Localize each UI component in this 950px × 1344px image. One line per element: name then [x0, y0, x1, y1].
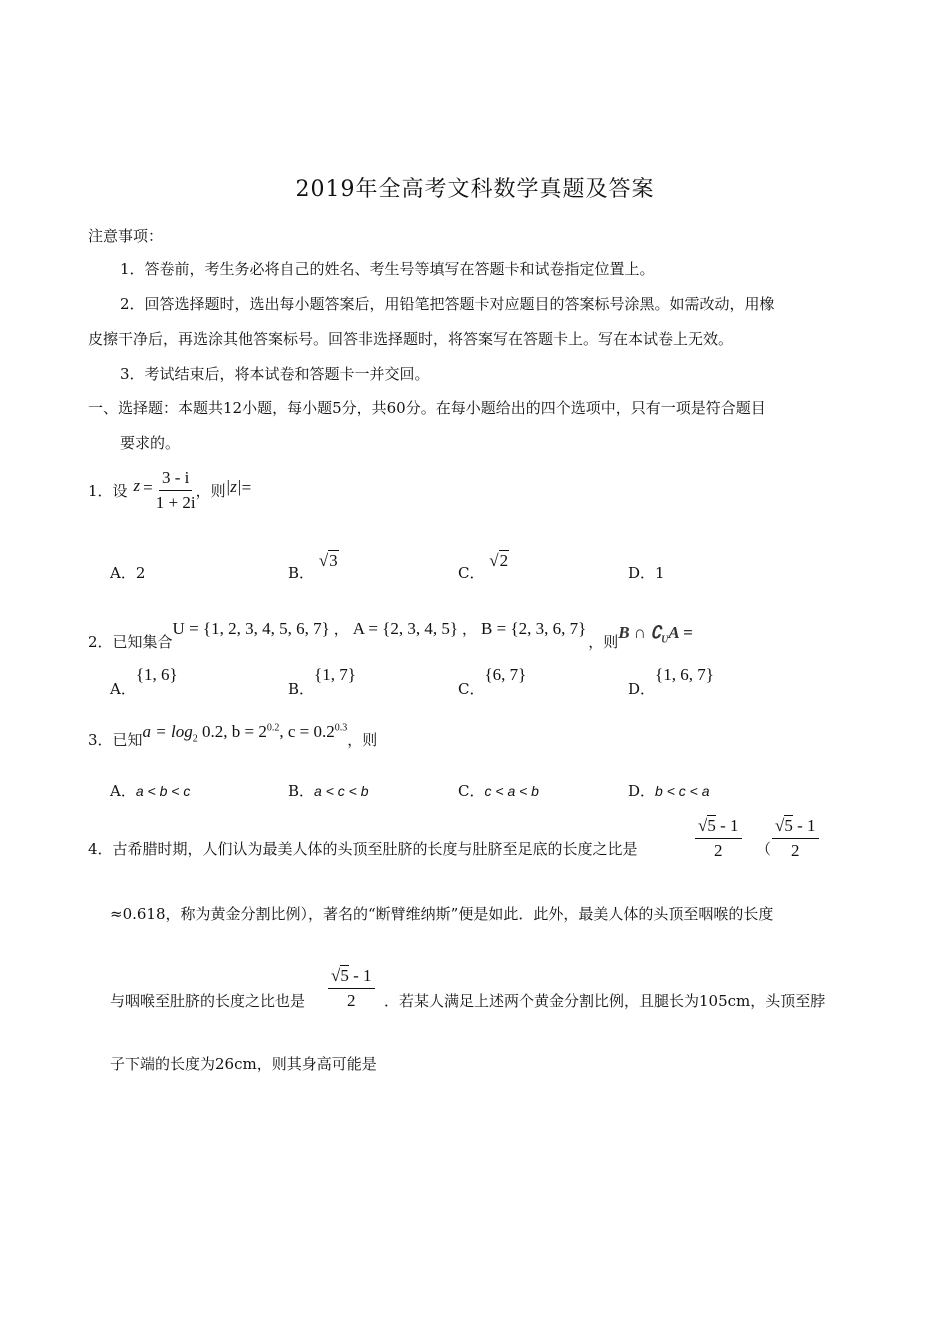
q3-option-c-value: c < a < b [484, 783, 539, 799]
q3-option-c [458, 780, 539, 801]
q2-option-d-label: D． [628, 680, 656, 698]
q4-frac-1-den: 2 [714, 841, 723, 860]
q1-abs-z: |z| [225, 476, 242, 496]
q2-expr-main: B ∩ ∁ [618, 623, 662, 643]
q1-prefix: 1．设 [88, 482, 128, 500]
q2-option-c-value: {6, 7} [484, 665, 527, 684]
q2-sep-2: ， [462, 620, 478, 638]
notes-item-3: 3．考试结束后，将本试卷和答题卡一并交回。 [120, 365, 430, 383]
q2-set-b: B = {2, 3, 6, 7} [481, 618, 587, 638]
q3-option-a-label: A． [110, 782, 136, 800]
q3-option-d-label: D． [628, 782, 656, 800]
q1-denominator: 1 + 2i [155, 493, 196, 512]
q4-frac-3-num: √5 - 1 [328, 966, 375, 989]
q1-mid: ，则 [195, 482, 226, 500]
q3-end: ，则 [347, 731, 378, 750]
q4-line-4: 子下端的长度为26cm，则其身高可能是 [110, 1055, 377, 1073]
q3-option-a [110, 780, 190, 801]
q3-option-b-value: a < c < b [314, 783, 369, 799]
q1-option-b-radicand: 3 [329, 551, 338, 570]
q1-z: z [133, 475, 141, 495]
q2-expr-sub: U [661, 634, 669, 646]
q2-set-a: A = {2, 3, 4, 5} [352, 618, 458, 638]
q4-frac-2-num: √5 - 1 [772, 816, 819, 839]
q4-frac-3-rad: 5 [340, 966, 349, 985]
q2-sep-1: ， [333, 620, 349, 638]
q4-frac-3 [328, 966, 375, 1011]
q3-option-c-label: C． [458, 782, 485, 800]
q4-golden-ratio-fraction-3 [328, 966, 375, 1011]
q1-option-c-sqrt: √2 [489, 551, 509, 570]
q3-a-part: a = log [142, 722, 193, 741]
q4-golden-ratio-fraction-2 [772, 816, 819, 861]
q3-option-d [628, 780, 710, 801]
q2-then: ，则 [588, 633, 619, 651]
q4-golden-ratio-fraction-1 [695, 816, 742, 861]
q2-option-a-label: A． [110, 680, 136, 698]
q4-frac-2-den: 2 [791, 841, 800, 860]
q4-frac-3-den: 2 [347, 991, 356, 1010]
page-title: 2019年全高考文科数学真题及答案 [295, 177, 655, 202]
q2-expression [618, 623, 692, 645]
q3-option-a-value: a < b < c [135, 783, 191, 799]
notes-heading: 注意事项： [88, 227, 164, 245]
q2-option-b [288, 664, 356, 698]
q1-end: = [241, 477, 252, 497]
section-1-heading-cont: 要求的。 [120, 434, 181, 452]
q4-frac-2 [772, 816, 819, 861]
q1-option-c [458, 551, 509, 583]
q2-option-c [458, 664, 527, 698]
question-2 [88, 605, 693, 652]
q3-b-sup: 0.2 [266, 722, 280, 734]
q2-option-a-value: {1, 6} [135, 665, 178, 684]
q4-frac-3-minus: - 1 [348, 966, 372, 985]
q4-line-3a: 与咽喉至肚脐的长度之比也是 [110, 992, 306, 1010]
question-3 [88, 722, 378, 750]
q1-option-d: D．1 [628, 564, 665, 582]
q3-option-d-value: b < c < a [655, 783, 710, 799]
q3-a-sub: 2 [192, 733, 198, 745]
q2-option-d [628, 664, 714, 698]
q3-prefix: 3．已知 [88, 731, 143, 750]
section-1-heading: 一、选择题：本题共12小题，每小题5分，共60分。在每小题给出的四个选项中，只有一项是符合题目 [88, 399, 766, 417]
q1-option-b-label: B． [288, 564, 315, 582]
q1-eq: = [143, 477, 153, 497]
q4-line-2: ≈0.618，称为黄金分割比例），著名的“断臂维纳斯”便是如此．此外，最美人体的头顶至咽喉的长度 [110, 905, 774, 923]
q2-option-c-label: C． [458, 680, 485, 698]
q3-c-sup: 0.3 [334, 722, 348, 734]
q1-option-b-sqrt: √3 [318, 551, 338, 570]
question-1 [88, 468, 251, 513]
q1-fraction [156, 468, 196, 513]
q4-frac-1-minus: - 1 [715, 816, 739, 835]
q2-option-b-label: B． [288, 680, 315, 698]
q3-option-b-label: B． [288, 782, 315, 800]
q3-c-part: , c = 0.2 [279, 722, 335, 741]
q4-paren-open: （ [756, 840, 772, 858]
q1-option-a: A．2 [110, 564, 146, 582]
q1-numerator: 3 - i [159, 468, 192, 491]
notes-item-2-line-2: 皮擦干净后，再选涂其他答案标号。回答非选择题时，将答案写在答题卡上。写在本试卷上无效。 [88, 330, 734, 348]
q2-set-u: U = {1, 2, 3, 4, 5, 6, 7} [172, 618, 330, 638]
q1-option-c-label: C． [458, 564, 485, 582]
q1-option-c-radicand: 2 [499, 551, 509, 570]
q4-frac-2-minus: - 1 [792, 816, 816, 835]
q3-option-b [288, 780, 369, 801]
q3-a-rest: 0.2, b = 2 [197, 722, 267, 741]
notes-item-2-line-1: 2．回答选择题时，选出每小题答案后，用铅笔把答题卡对应题目的答案标号涂黑。如需改动，用橡 [120, 295, 775, 313]
q4-line-1: 4．古希腊时期，人们认为最美人体的头顶至肚脐的长度与肚脐至足底的长度之比是 [88, 840, 638, 858]
q2-option-a [110, 664, 178, 698]
q2-prefix: 2．已知集合 [88, 633, 173, 651]
q4-frac-1 [695, 816, 742, 861]
q4-frac-2-rad: 5 [784, 816, 793, 835]
q2-expr-end: A = [668, 623, 693, 643]
q2-option-b-value: {1, 7} [314, 665, 356, 684]
notes-item-1: 1．答卷前，考生务必将自己的姓名、考生号等填写在答题卡和试卷指定位置上。 [120, 260, 655, 278]
q1-option-b [288, 551, 339, 583]
q4-line-3b: ．若某人满足上述两个黄金分割比例，且腿长为105cm，头顶至脖 [384, 992, 826, 1010]
q4-frac-1-rad: 5 [707, 816, 716, 835]
q2-option-d-value: {1, 6, 7} [655, 665, 714, 684]
q4-frac-1-num: √5 - 1 [695, 816, 742, 839]
q3-expression [143, 722, 348, 744]
